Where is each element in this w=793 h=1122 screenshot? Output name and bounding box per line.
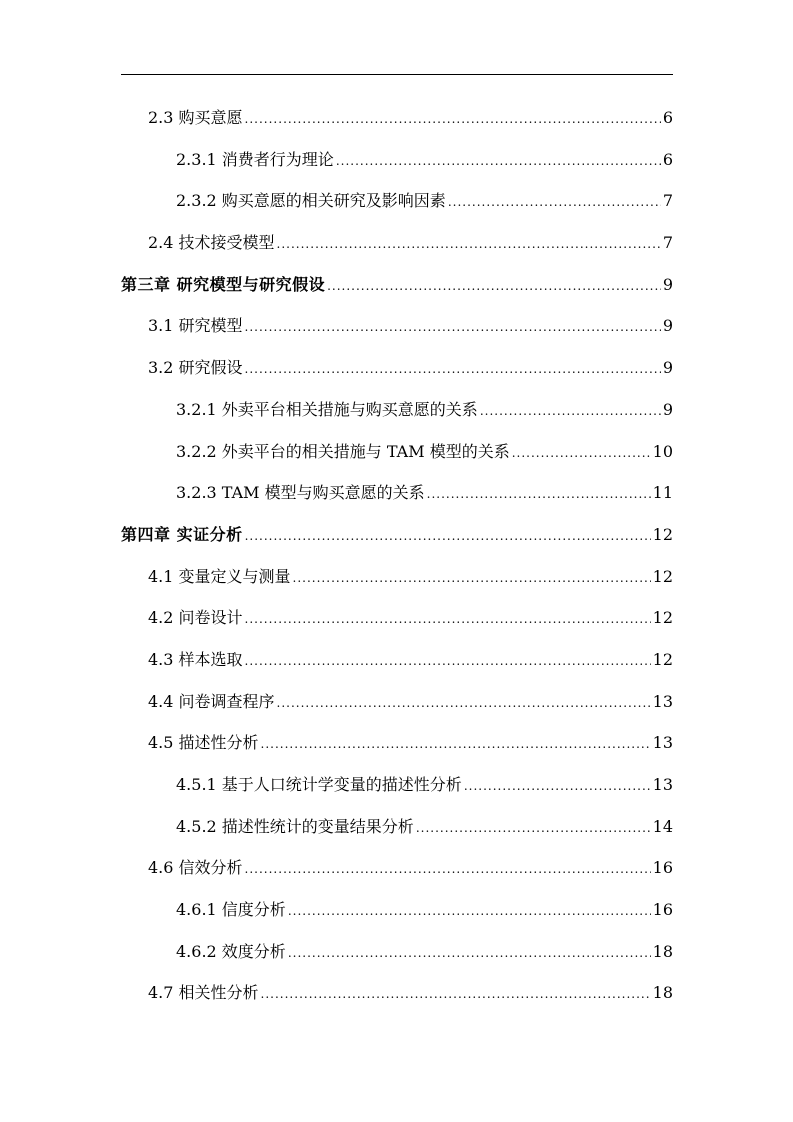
- toc-dot-leader: [480, 391, 661, 433]
- toc-entry[interactable]: [121, 597, 673, 639]
- toc-entry-page: 12: [652, 608, 673, 628]
- toc-dot-leader: [327, 266, 661, 308]
- toc-entry[interactable]: [121, 847, 673, 889]
- toc-entry-title: 3.1 研究模型: [148, 316, 243, 336]
- toc-chapter-title: 第三章 研究模型与研究假设: [121, 274, 326, 294]
- toc-chapter-entry[interactable]: [121, 514, 673, 556]
- toc-entry[interactable]: [121, 222, 673, 264]
- toc-entry-title: 4.2 问卷设计: [148, 608, 243, 628]
- toc-dot-leader: [245, 99, 661, 141]
- header-rule: [121, 74, 673, 75]
- toc-entry[interactable]: [121, 764, 673, 806]
- toc-dot-leader: [448, 182, 661, 224]
- toc-dot-leader: [277, 683, 651, 725]
- toc-entry[interactable]: [121, 681, 673, 723]
- toc-entry-page: 6: [662, 108, 673, 127]
- toc-dot-leader: [512, 433, 651, 475]
- toc-entry-title: 4.6.1 信度分析: [176, 900, 286, 920]
- toc-dot-leader: [261, 974, 651, 1016]
- toc-dot-leader: [261, 724, 651, 766]
- toc-entry[interactable]: [121, 139, 673, 181]
- toc-dot-leader: [336, 141, 661, 183]
- toc-entry-page: 6: [662, 149, 673, 169]
- toc-entry[interactable]: [121, 639, 673, 681]
- toc-dot-leader: [245, 516, 651, 558]
- toc-entry-title: 4.5.1 基于人口统计学变量的描述性分析: [176, 775, 462, 794]
- toc-entry[interactable]: [121, 889, 673, 931]
- toc-entry-page: 13: [652, 733, 673, 753]
- toc-dot-leader: [464, 766, 651, 808]
- toc-entry-title: 4.6 信效分析: [148, 858, 243, 878]
- toc-entry-page: 7: [662, 233, 673, 253]
- toc-dot-leader: [427, 474, 651, 516]
- toc-entry-title: 2.3 购买意愿: [148, 108, 243, 127]
- toc-dot-leader: [277, 224, 661, 266]
- toc-entry-page: 12: [652, 566, 673, 586]
- toc-chapter-title: 第四章 实证分析: [121, 524, 243, 544]
- toc-entry-page: 10: [652, 441, 673, 461]
- toc-dot-leader: [288, 933, 651, 975]
- toc-entry[interactable]: [121, 972, 673, 1014]
- toc-entry-title: 3.2.2 外卖平台的相关措施与 TAM 模型的关系: [176, 441, 510, 461]
- toc-entry-title: 4.4 问卷调查程序: [148, 691, 275, 711]
- toc-dot-leader: [245, 641, 651, 683]
- toc-entry-page: 18: [652, 983, 673, 1003]
- toc-entry-title: 4.1 变量定义与测量: [148, 566, 291, 586]
- toc-entry-title: 3.2.1 外卖平台相关措施与购买意愿的关系: [176, 399, 478, 419]
- toc-dot-leader: [245, 849, 651, 891]
- toc-entry[interactable]: [121, 806, 673, 848]
- toc-entry[interactable]: [121, 722, 673, 764]
- toc-entry-page: 14: [652, 816, 673, 836]
- toc-entry-title: 4.3 样本选取: [148, 649, 243, 669]
- toc-entry-title: 4.5 描述性分析: [148, 733, 259, 753]
- toc-entry[interactable]: [121, 180, 673, 222]
- toc-entry-title: 3.2.3 TAM 模型与购买意愿的关系: [176, 483, 425, 503]
- toc-entry[interactable]: [121, 305, 673, 347]
- toc-entry-page: 7: [662, 191, 673, 211]
- toc-entry-page: 16: [652, 900, 673, 920]
- toc-entry[interactable]: [121, 556, 673, 598]
- toc-entry-page: 11: [652, 483, 673, 503]
- toc-dot-leader: [245, 599, 651, 641]
- toc-dot-leader: [245, 307, 661, 349]
- toc-entry-page: 18: [652, 941, 673, 961]
- toc-entry-page: 13: [652, 775, 673, 794]
- toc-entry[interactable]: [121, 347, 673, 389]
- toc-entry-title: 4.5.2 描述性统计的变量结果分析: [176, 816, 414, 836]
- table-of-contents: [121, 97, 673, 1014]
- toc-dot-leader: [416, 808, 651, 850]
- toc-chapter-entry[interactable]: [121, 264, 673, 306]
- toc-dot-leader: [245, 349, 661, 391]
- toc-entry-page: 13: [652, 691, 673, 711]
- toc-entry[interactable]: [121, 931, 673, 973]
- toc-entry-title: 2.3.2 购买意愿的相关研究及影响因素: [176, 191, 446, 211]
- toc-entry-page: 12: [652, 649, 673, 669]
- toc-entry[interactable]: [121, 389, 673, 431]
- toc-entry-title: 4.6.2 效度分析: [176, 941, 286, 961]
- toc-entry-page: 12: [652, 524, 673, 544]
- toc-entry[interactable]: [121, 97, 673, 139]
- toc-entry-title: 3.2 研究假设: [148, 358, 243, 378]
- toc-entry-page: 9: [662, 358, 673, 378]
- toc-entry[interactable]: [121, 431, 673, 473]
- toc-entry-page: 9: [662, 274, 673, 294]
- toc-entry-page: 9: [662, 316, 673, 336]
- toc-entry-title: 2.3.1 消费者行为理论: [176, 149, 334, 169]
- toc-entry-page: 9: [662, 399, 673, 419]
- toc-entry-title: 2.4 技术接受模型: [148, 233, 275, 253]
- toc-entry[interactable]: [121, 472, 673, 514]
- toc-dot-leader: [293, 558, 651, 600]
- toc-entry-page: 16: [652, 858, 673, 878]
- toc-entry-title: 4.7 相关性分析: [148, 983, 259, 1003]
- toc-dot-leader: [288, 891, 651, 933]
